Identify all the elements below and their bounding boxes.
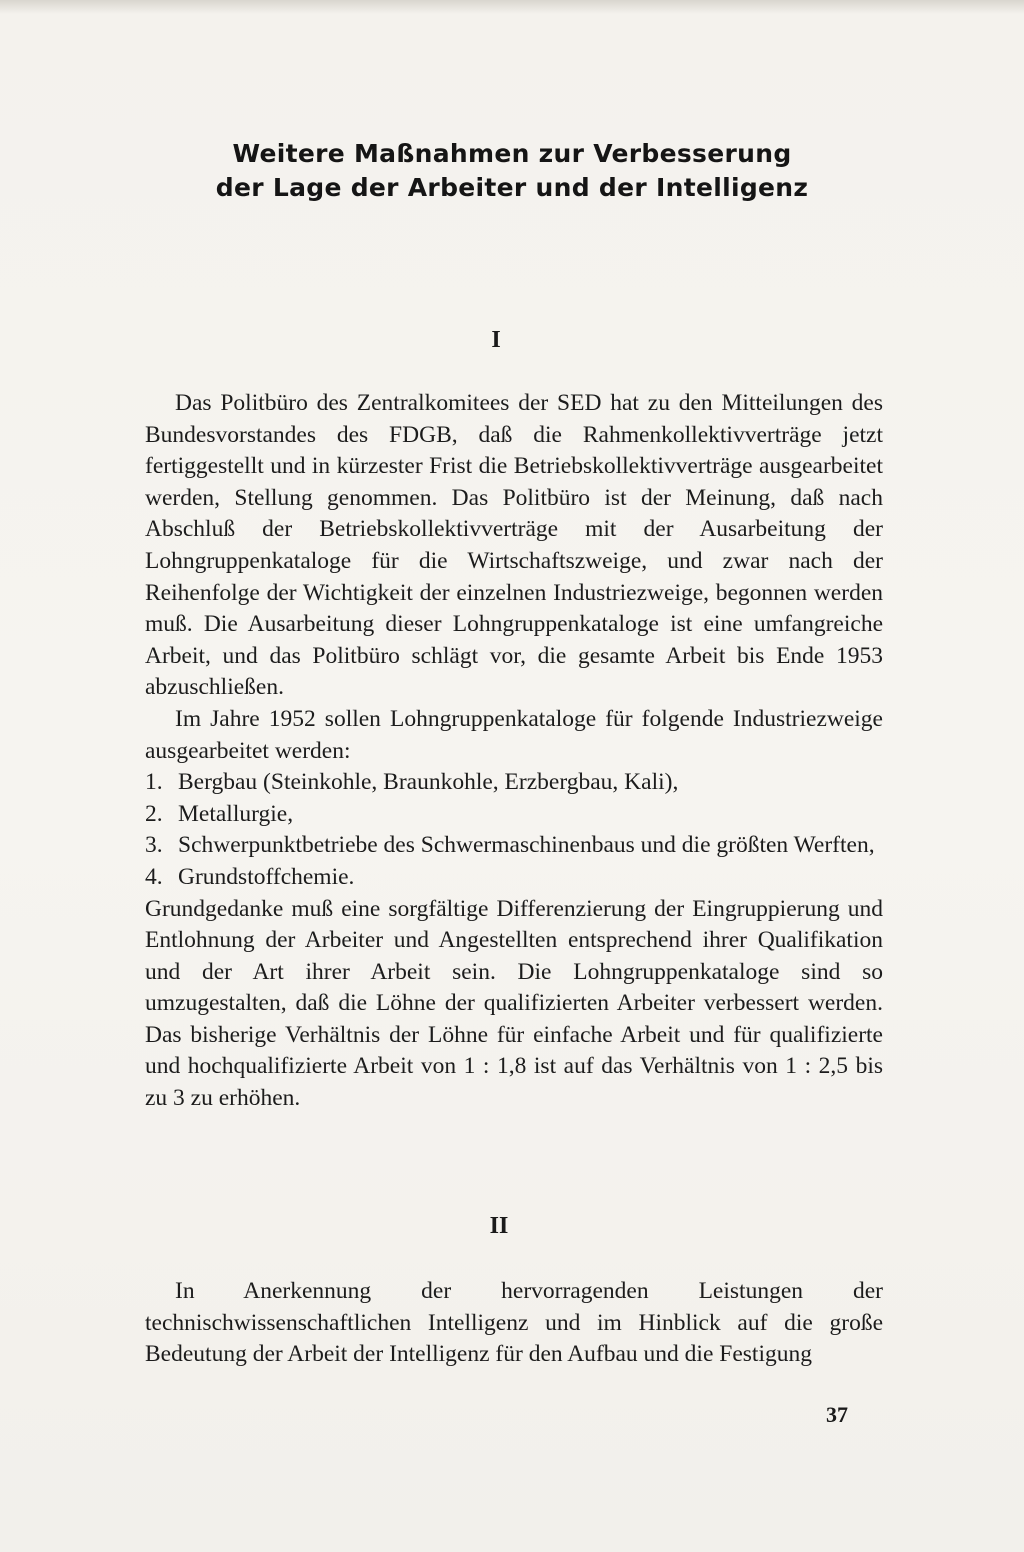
section-number-1: I — [491, 327, 501, 353]
list-item-text: Schwerpunktbetriebe des Schwermaschinenbaus und die größten Werften, — [178, 832, 875, 859]
industry-list — [145, 767, 883, 893]
list-item — [145, 767, 883, 799]
list-item — [145, 862, 883, 894]
page-top-edge — [0, 0, 1024, 14]
section-2-body — [145, 1276, 883, 1371]
list-item — [145, 799, 883, 831]
chapter-title-line-1: Weitere Maßnahmen zur Verbesserung — [232, 139, 792, 168]
list-item — [145, 830, 883, 862]
section-number-2: II — [489, 1213, 509, 1239]
chapter-title-line-2: der Lage der Arbeiter und der Intelligenz — [215, 173, 809, 202]
section-2-paragraph-1: In Anerkennung der hervorragenden Leistungen der technischwissenschaftlichen Intelligenz und im Hinblick auf die große Bedeutung der Arbeit der Intelligenz für den Aufbau und die Festigung — [145, 1278, 883, 1368]
section-1-paragraph-2: Im Jahre 1952 sollen Lohngruppenkataloge für folgende Industriezweige ausgearbeitet werden: — [145, 705, 883, 764]
section-1-paragraph-1: Das Politbüro des Zentralkomitees der SED hat zu den Mitteilungen des Bundesvorstandes des FDGB, daß die Rahmenkollektivverträge jetzt fertiggestellt und in kürzester Frist die Betriebskollektivverträge ausgearbeitet werden, Stellung genommen. Das Politbüro ist der Meinung, daß nach Abschluß der Betriebskollektivverträge mit der Ausarbeitung der Lohngruppenkataloge für die Wirtschaftszweige, und zwar nach der Reihenfolge der Wichtigkeit der einzelnen Industriezweige, begonnen werden muß. Die Ausarbeitung dieser Lohngruppenkataloge ist eine umfangreiche Arbeit, und das Politbüro schlägt vor, die gesamte Arbeit bis Ende 1953 abzuschließen. — [145, 390, 883, 701]
page-number: 37 — [826, 1402, 848, 1427]
list-item-number: 4. — [145, 863, 163, 890]
list-item-number: 3. — [145, 832, 163, 859]
list-item-text: Bergbau (Steinkohle, Braunkohle, Erzbergbau, Kali), — [178, 769, 679, 796]
section-1-body — [145, 388, 883, 1115]
list-item-number: 1. — [145, 769, 163, 796]
list-item-number: 2. — [145, 800, 163, 827]
list-item-text: Grundstoffchemie. — [178, 863, 355, 890]
section-1-paragraph-3: Grundgedanke muß eine sorgfältige Differenzierung der Eingruppierung und Entlohnung der Arbeiter und Angestellten entsprechend ihrer Qualifikation und der Art ihrer Arbeit sein. Die Lohngruppenkataloge sind so umzugestalten, daß die Löhne der qualifizierten Arbeiter verbessert werden. Das bisherige Verhältnis der Löhne für einfache Arbeit und für qualifizierte und hochqualifizierte Arbeit von 1 : 1,8 ist auf das Verhältnis von 1 : 2,5 bis zu 3 zu erhöhen. — [145, 895, 883, 1112]
list-item-text: Metallurgie, — [178, 800, 294, 827]
